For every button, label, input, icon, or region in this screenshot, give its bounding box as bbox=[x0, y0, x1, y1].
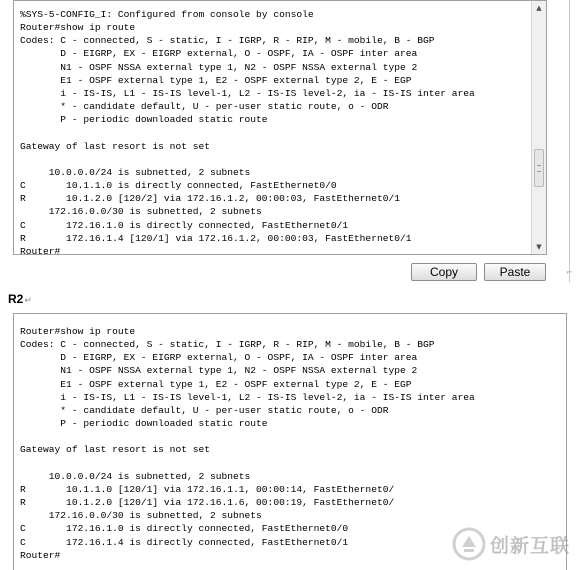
router1-console[interactable] bbox=[13, 0, 547, 255]
console-line: Gateway of last resort is not set bbox=[20, 140, 210, 152]
console-line: R 10.1.1.0 [120/1] via 172.16.1.1, 00:00:14, FastEthernet0/ bbox=[20, 483, 395, 495]
console-line: P - periodic downloaded static route bbox=[20, 418, 268, 430]
console-line: N1 - OSPF NSSA external type 1, N2 - OSPF NSSA external type 2 bbox=[20, 61, 418, 73]
console-line: N1 - OSPF NSSA external type 1, N2 - OSPF NSSA external type 2 bbox=[20, 365, 418, 377]
console-line: Router# bbox=[20, 245, 61, 255]
console-scrollbar[interactable] bbox=[531, 1, 546, 254]
watermark-text: 创新互联 bbox=[490, 535, 571, 557]
console-line: Gateway of last resort is not set bbox=[20, 444, 210, 456]
console-line: C 172.16.1.0 is directly connected, FastEthernet0/1 bbox=[20, 219, 349, 231]
console-line: * - candidate default, U - per-user static route, o - ODR bbox=[20, 404, 389, 416]
console-line: Router# bbox=[20, 549, 61, 561]
console-line: C 10.1.1.0 is directly connected, FastEthernet0/0 bbox=[20, 180, 337, 192]
console-line: 172.16.0.0/30 is subnetted, 2 subnets bbox=[20, 510, 262, 522]
paragraph-mark-icon: ↵ bbox=[24, 295, 32, 305]
console-line: R 172.16.1.4 [120/1] via 172.16.1.2, 00:00:03, FastEthernet0/1 bbox=[20, 232, 412, 244]
console-line: R 10.1.2.0 [120/2] via 172.16.1.2, 00:00:03, FastEthernet0/1 bbox=[20, 193, 400, 205]
page-corner-mark-icon: ⌐ bbox=[566, 268, 573, 277]
console-line: D - EIGRP, EX - EIGRP external, O - OSPF, IA - OSPF inter area bbox=[20, 48, 418, 60]
console-line: E1 - OSPF external type 1, E2 - OSPF external type 2, E - EGP bbox=[20, 378, 412, 390]
console-line: i - IS-IS, L1 - IS-IS level-1, L2 - IS-IS level-2, ia - IS-IS inter area bbox=[20, 391, 475, 403]
scroll-up-icon[interactable]: ▲ bbox=[536, 4, 542, 12]
r2-heading bbox=[8, 292, 32, 306]
console-line: Codes: C - connected, S - static, I - IGRP, R - RIP, M - mobile, B - BGP bbox=[20, 35, 435, 47]
brand-logo-icon bbox=[452, 527, 486, 561]
console-line: i - IS-IS, L1 - IS-IS level-1, L2 - IS-IS level-2, ia - IS-IS inter area bbox=[20, 87, 475, 99]
router1-console-output bbox=[20, 8, 475, 255]
console-line: R 10.1.2.0 [120/1] via 172.16.1.6, 00:00:19, FastEthernet0/ bbox=[20, 497, 395, 509]
console-line: * - candidate default, U - per-user static route, o - ODR bbox=[20, 101, 389, 113]
copy-button[interactable]: Copy bbox=[411, 263, 477, 281]
console-line: 10.0.0.0/24 is subnetted, 2 subnets bbox=[20, 470, 251, 482]
page-edge-divider bbox=[569, 0, 570, 282]
console-line: 172.16.0.0/30 is subnetted, 2 subnets bbox=[20, 206, 262, 218]
scroll-down-icon[interactable]: ▼ bbox=[536, 243, 542, 251]
console-line: D - EIGRP, EX - EIGRP external, O - OSPF, IA - OSPF inter area bbox=[20, 352, 418, 364]
scroll-thumb[interactable] bbox=[534, 149, 544, 187]
console-line: E1 - OSPF external type 1, E2 - OSPF external type 2, E - EGP bbox=[20, 74, 412, 86]
console-line: C 172.16.1.4 is directly connected, FastEthernet0/1 bbox=[20, 536, 349, 548]
console-line: P - periodic downloaded static route bbox=[20, 114, 268, 126]
console-line: 10.0.0.0/24 is subnetted, 2 subnets bbox=[20, 166, 251, 178]
console-line: %SYS-5-CONFIG_I: Configured from console by console bbox=[20, 9, 314, 20]
brand-watermark bbox=[452, 524, 582, 564]
console-line: C 172.16.1.0 is directly connected, FastEthernet0/0 bbox=[20, 523, 349, 535]
paste-button[interactable]: Paste bbox=[484, 263, 546, 281]
r2-heading-text: R2 bbox=[8, 292, 24, 306]
router2-console-output bbox=[20, 325, 475, 562]
console-line: Router#show ip route bbox=[20, 22, 136, 34]
console-line: Router#show ip route bbox=[20, 326, 136, 337]
console-line: Codes: C - connected, S - static, I - IGRP, R - RIP, M - mobile, B - BGP bbox=[20, 339, 435, 351]
